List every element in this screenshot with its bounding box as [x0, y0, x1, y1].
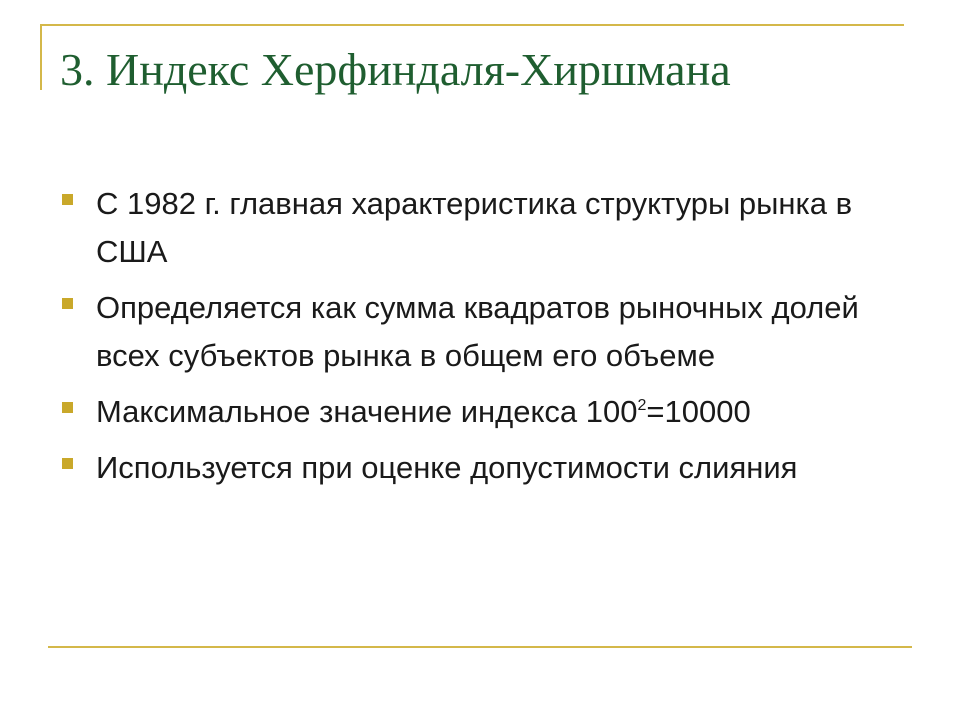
bullet-list [62, 180, 882, 500]
square-bullet-icon [62, 194, 73, 205]
square-bullet-icon [62, 298, 73, 309]
bullet-item-1 [62, 180, 882, 276]
bullet-item-3 [62, 388, 882, 436]
square-bullet-icon [62, 458, 73, 469]
bullet-text-3-result: =10000 [646, 394, 751, 429]
bullet-text-4: Используется при оценке допустимости слияния [96, 450, 798, 485]
square-bullet-icon [62, 402, 73, 413]
bullet-text-1: С 1982 г. главная характеристика структуры рынка в США [96, 186, 853, 269]
left-divider [40, 24, 42, 90]
bottom-divider [48, 646, 912, 648]
top-divider [40, 24, 904, 26]
bullet-item-2 [62, 284, 882, 380]
bullet-text-3 [96, 394, 751, 429]
bullet-item-4 [62, 444, 882, 492]
bullet-text-2: Определяется как сумма квадратов рыночных долей всех субъектов рынка в общем его объеме [96, 290, 859, 373]
slide-title: 3. Индекс Херфиндаля-Хиршмана [60, 44, 731, 95]
bullet-text-3-superscript: 2 [637, 397, 647, 414]
bullet-text-3-main: Максимальное значение индекса 100 [96, 394, 638, 429]
